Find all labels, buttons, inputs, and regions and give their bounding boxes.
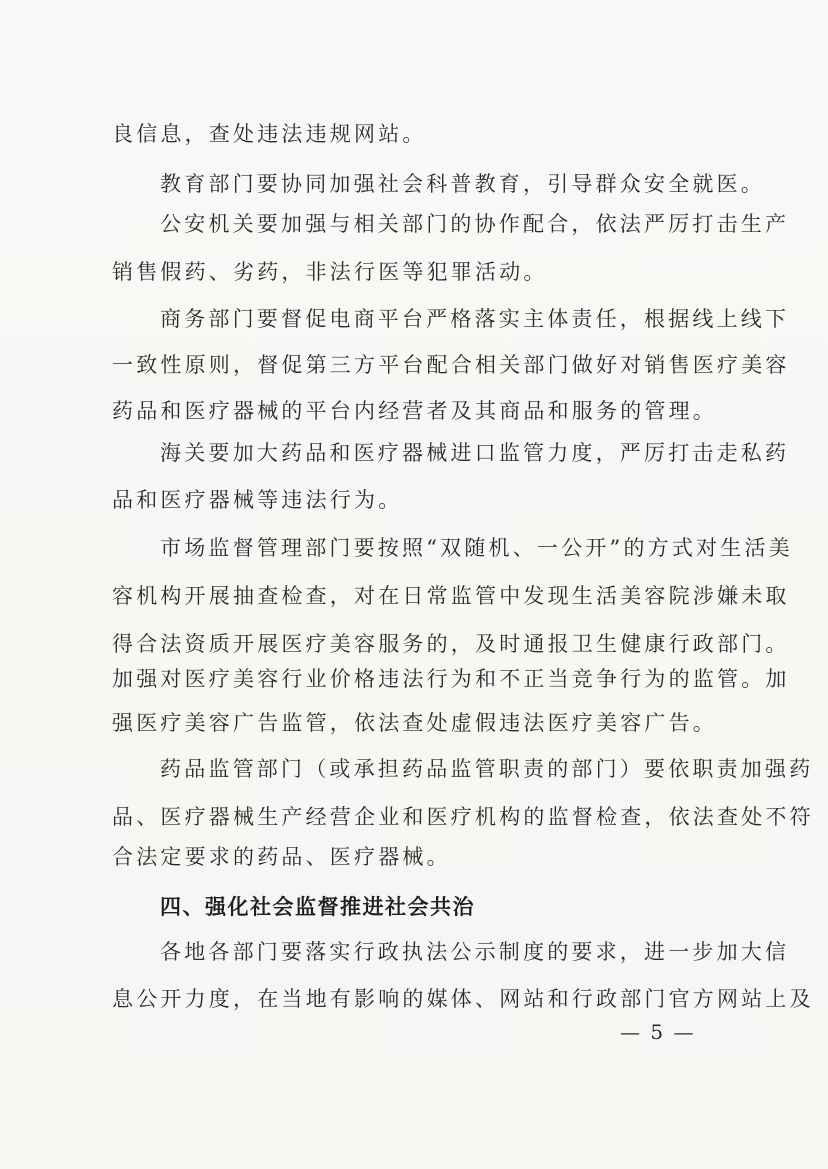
text-line: 息公开力度，在当地有影响的媒体、网站和行政部门官方网站上及 <box>112 987 814 1011</box>
paragraph-public-security: 公安机关要加强与相关部门的协作配合，依法严厉打击生产 <box>160 212 790 236</box>
paragraph-market-regulation: 市场监督管理部门要按照“双随机、一公开”的方式对生活美 <box>160 536 793 560</box>
text-line: 一致性原则，督促第三方平台配合相关部门做好对销售医疗美容 <box>112 353 790 377</box>
text-line: 药品和医疗器械的平台内经营者及其商品和服务的管理。 <box>112 399 717 423</box>
text-line: 良信息，查处违法违规网站。 <box>112 122 427 146</box>
paragraph-drug-regulation: 药品监管部门（或承担药品监管职责的部门）要依职责加强药 <box>160 757 814 781</box>
text-line: 品、医疗器械生产经营企业和医疗机构的监督检查，依法查处不符 <box>112 805 814 829</box>
text-line: 合法定要求的药品、医疗器械。 <box>112 845 451 869</box>
paragraph-commerce: 商务部门要督促电商平台严格落实主体责任，根据线上线下 <box>160 307 790 331</box>
section-heading: 四、强化社会监督推进社会共治 <box>160 895 475 919</box>
paragraph-customs: 海关要加大药品和医疗器械进口监管力度，严厉打击走私药 <box>160 441 790 465</box>
page-number: — 5 — <box>620 1020 696 1044</box>
paragraph-education: 教育部门要协同加强社会科普教育，引导群众安全就医。 <box>160 172 765 196</box>
text-line: 销售假药、劣药，非法行医等犯罪活动。 <box>112 260 548 284</box>
text-line: 品和医疗器械等违法行为。 <box>112 488 403 512</box>
paragraph-social-supervision: 各地各部门要落实行政执法公示制度的要求，进一步加大信 <box>160 940 790 964</box>
text-line: 加强对医疗美容行业价格违法行为和不正当竞争行为的监管。加 <box>112 667 790 691</box>
text-line: 容机构开展抽查检查，对在日常监管中发现生活美容院涉嫌未取 <box>112 584 790 608</box>
text-line: 得合法资质开展医疗美容服务的，及时通报卫生健康行政部门。 <box>112 632 790 656</box>
text-line: 强医疗美容广告监管，依法查处虚假违法医疗美容广告。 <box>112 711 717 735</box>
